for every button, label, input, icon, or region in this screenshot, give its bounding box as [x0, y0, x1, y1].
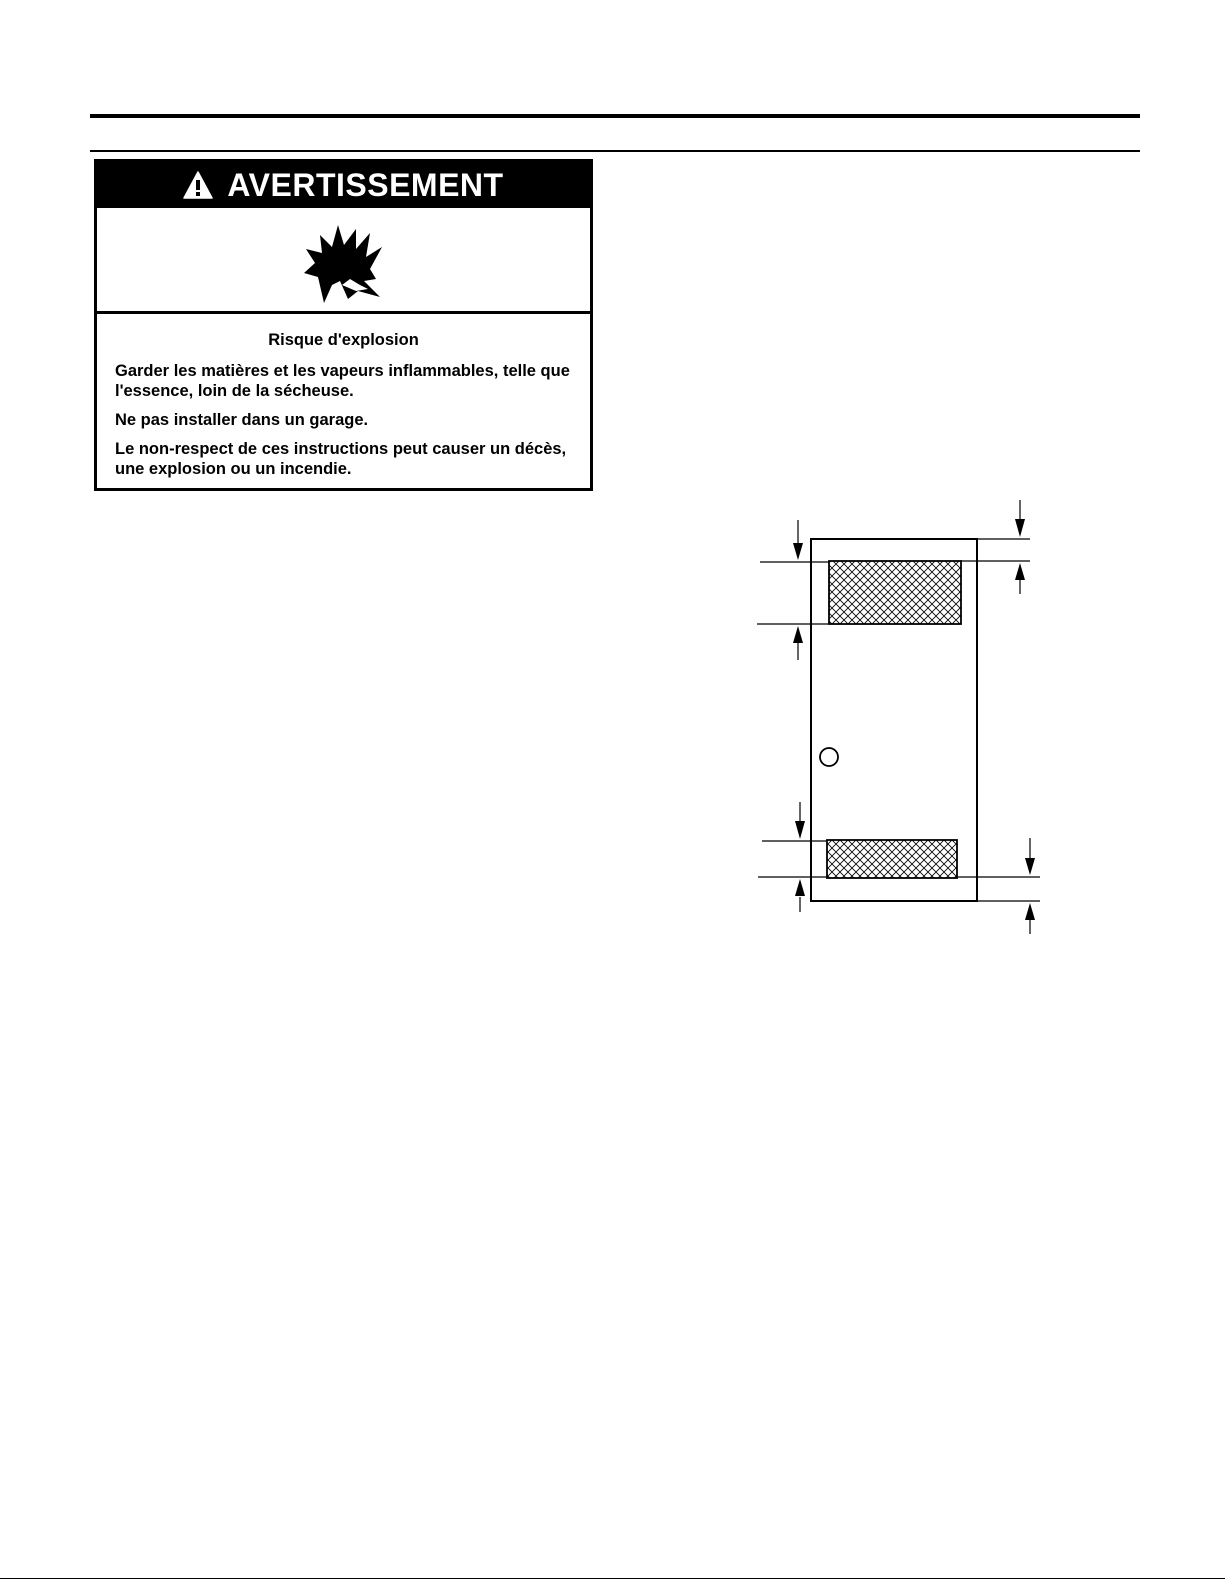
warning-title: AVERTISSEMENT — [227, 167, 504, 203]
warning-paragraph: Garder les matières et les vapeurs inflammables, telle que l'essence, loin de la sécheuse. — [115, 362, 570, 400]
warning-paragraph: Ne pas installer dans un garage. — [115, 411, 369, 429]
warning-paragraph: Le non-respect de ces instructions peut causer un décès, une explosion ou un incendie. — [115, 440, 567, 478]
door-vent-diagram — [740, 490, 1060, 950]
warning-body — [97, 314, 590, 479]
hazard-triangle-icon — [183, 171, 213, 199]
warning-header — [97, 162, 590, 208]
header-rule-thick — [90, 114, 1140, 118]
explosion-icon — [302, 219, 386, 305]
upper-vent-opening — [829, 561, 961, 624]
warning-hazard-heading: Risque d'explosion — [268, 331, 419, 349]
warning-graphic — [97, 208, 590, 314]
header-rule-thin — [90, 150, 1140, 152]
warning-box — [94, 159, 593, 491]
door-knob — [820, 748, 838, 766]
lower-vent-opening — [827, 840, 957, 878]
footer-rule — [0, 1578, 1225, 1579]
